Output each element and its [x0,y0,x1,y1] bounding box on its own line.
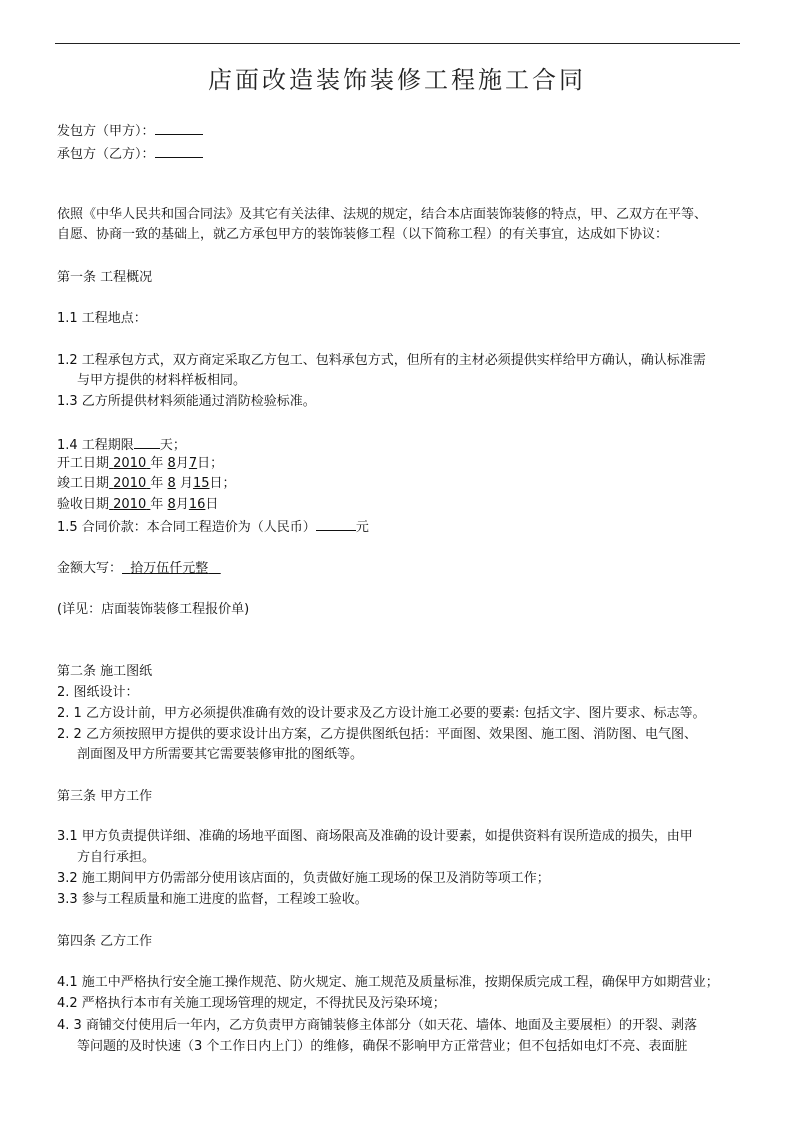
finish-date-line: 竣工日期 2010 年 8 月15日； [57,476,236,491]
clause-3-3: 3.3 参与工程质量和施工进度的监督，工程竣工验收。 [57,892,368,907]
party-a-blank [155,122,203,135]
clause-1-5-suffix: 元 [355,520,369,535]
clause-1-2-line-1: 1.2 工程承包方式，双方商定采取乙方包工、包料承包方式，但所有的主材必须提供实样给甲方确认，确认标准需 [57,353,706,368]
quote-note: (详见：店面装饰装修工程报价单) [57,602,250,617]
start-month: 8 [167,456,176,471]
amount-value: 拾万伍仟元整 [130,561,209,576]
clause-2-header: 2. 图纸设计： [57,685,139,700]
clause-1-5 [57,518,369,536]
clause-1-4-suffix: 天； [159,438,186,453]
party-a-label: 发包方（甲方）： [57,124,155,139]
accept-month: 8 [167,497,176,512]
clause-1-3: 1.3 乙方所提供材料须能通过消防检验标准。 [57,394,316,409]
clause-2-2-line-2: 剖面图及甲方所需要其它需要装修审批的图纸等。 [77,747,364,762]
article-1-title: 第一条 工程概况 [57,270,153,285]
accept-date-line: 验收日期 2010 年 8月16日 [57,497,219,512]
start-date-label: 开工日期 [57,456,110,471]
document-title: 店面改造装饰装修工程施工合同 [208,66,586,94]
article-3-title: 第三条 甲方工作 [57,789,153,804]
party-b-line [57,145,203,163]
start-date-line: 开工日期 2010 年 8月7日； [57,456,224,471]
clause-2-2-line-1: 2. 2 乙方须按照甲方提供的要求设计出方案，乙方提供图纸包括：平面图、效果图、施工图、消防图、电气图、 [57,727,697,742]
intro-line-2: 自愿、协商一致的基础上，就乙方承包甲方的装饰装修工程（以下简称工程）的有关事宜，达成如下协议： [57,227,669,242]
clause-1-2-line-2: 与甲方提供的材料样板相同。 [77,373,247,388]
duration-blank [134,436,160,449]
price-blank [316,518,356,531]
finish-date-label: 竣工日期 [57,476,110,491]
party-b-blank [155,145,203,158]
intro-line-1: 依照《中华人民共和国合同法》及其它有关法律、法规的规定，结合本店面装饰装修的特点，甲、乙双方在平等、 [57,207,708,222]
party-b-label: 承包方（乙方）： [57,147,155,162]
clause-2-1: 2. 1 乙方设计前，甲方必须提供准确有效的设计要求及乙方设计施工必要的要素: 包括文字、图片要求、标志等。 [57,706,706,721]
clause-4-1: 4.1 施工中严格执行安全施工操作规范、防火规定、施工规范及质量标准，按期保质完成工程，确保甲方如期营业； [57,975,719,990]
accept-year: 2010 [113,497,147,512]
clause-4-3-line-2: 等问题的及时快速（3 个工作日内上门）的维修，确保不影响甲方正常营业；但不包括如电灯不亮、表面脏 [77,1039,688,1054]
clause-3-1-line-1: 3.1 甲方负责提供详细、准确的场地平面图、商场限高及准确的设计要素，如提供资料有误所造成的损失，由甲 [57,829,693,844]
accept-date-label: 验收日期 [57,497,110,512]
article-2-title: 第二条 施工图纸 [57,664,153,679]
accept-day: 16 [188,497,206,512]
start-year: 2010 [113,456,147,471]
start-day: 7 [188,456,198,471]
article-4-title: 第四条 乙方工作 [57,934,153,949]
clause-1-4-prefix: 1.4 工程期限 [57,438,134,453]
clause-1-4 [57,436,186,454]
clause-4-2: 4.2 严格执行本市有关施工现场管理的规定，不得扰民及污染环境； [57,996,446,1011]
clause-3-1-line-2: 方自行承担。 [77,850,156,865]
finish-day: 15 [192,476,210,491]
party-a-line [57,122,203,140]
finish-year: 2010 [113,476,147,491]
clause-1-5-prefix: 1.5 合同价款：本合同工程造价为（人民币） [57,520,316,535]
header-rule [55,43,740,44]
clause-4-3-line-1: 4. 3 商铺交付使用后一年内，乙方负责甲方商铺装修主体部分（如天花、墙体、地面及主要展柜）的开裂、剥落 [57,1018,697,1033]
finish-month: 8 [167,476,176,491]
amount-label: 金额大写： [57,561,123,576]
amount-line [57,561,221,577]
clause-3-2: 3.2 施工期间甲方仍需部分使用该店面的，负责做好施工现场的保卫及消防等项工作； [57,871,550,886]
clause-1-1: 1.1 工程地点： [57,311,147,326]
